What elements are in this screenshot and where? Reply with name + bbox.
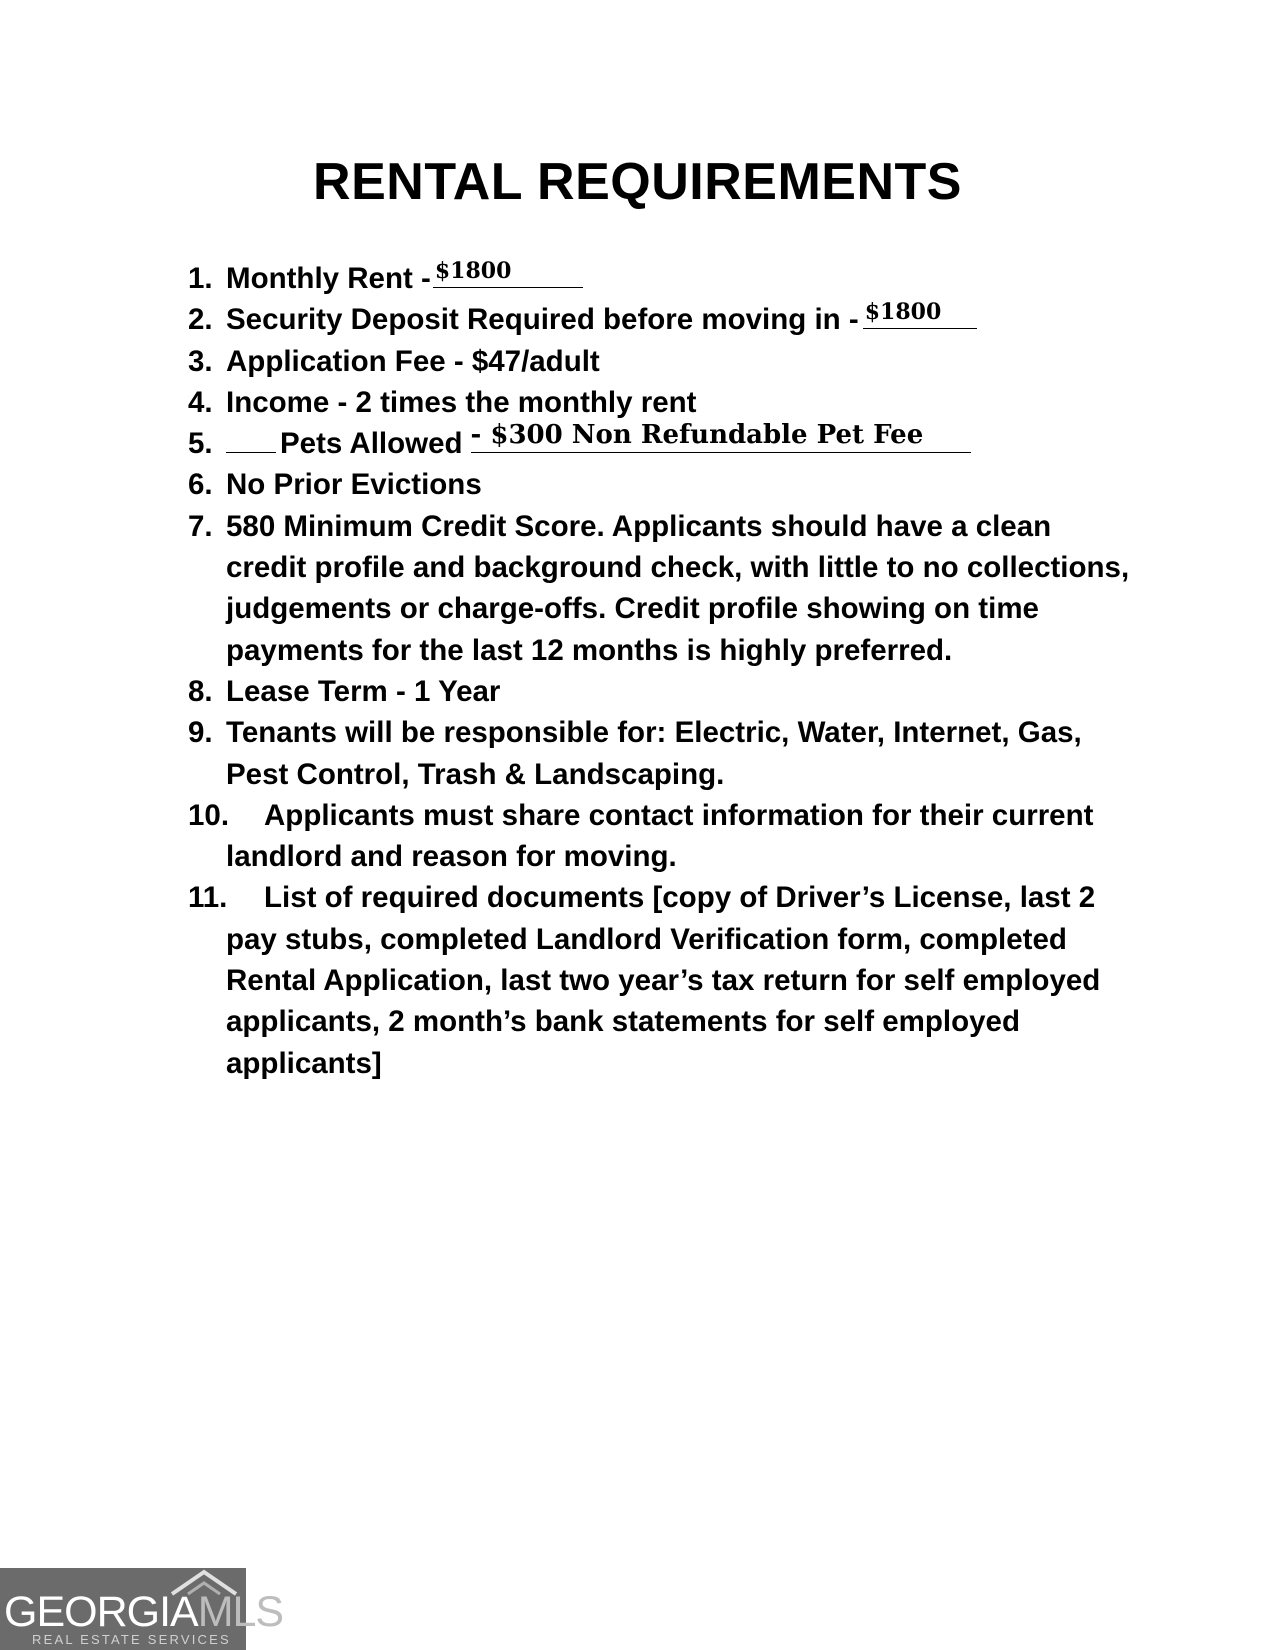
item-number: 11. [188,881,228,915]
item-text: Pets Allowed [280,427,463,461]
item-text: Lease Term - 1 Year [226,674,501,708]
list-item-utilities [188,712,1138,795]
item-number: 6. [188,468,213,502]
list-item-lease-term [188,671,1138,712]
pet-fee-fill-line [470,420,971,453]
page-title: RENTAL REQUIREMENTS [313,153,962,211]
list-item-application-fee [188,341,1138,382]
item-number: 9. [188,716,213,750]
item-text-rest: 2 pay stubs, completed Landlord Verification form, completed Rental Application, last two year’s tax return for self employed applicants, 2 month’s bank statements for self employed applicants] [226,881,1101,1080]
item-text: Security Deposit Required before moving in - [226,303,859,337]
georgia-mls-logo [0,1568,284,1650]
item-text-first-line: List of required documents [copy of Driver’s License, last [264,881,1071,915]
deposit-value: $1800 [864,299,942,326]
item-text: 580 Minimum Credit Score. Applicants should have a clean credit profile and background check, with little to no collections, judgements or charge-offs. Credit profile showing on time payments for the last 12 months is highly preferred. [226,509,1130,667]
item-number: 5. [188,427,213,461]
pets-blank-line [226,430,276,453]
item-text-first-line: Applicants must share contact information for their [264,798,984,832]
requirements-list [188,258,1138,1084]
logo-brand-b: MLS [197,1588,284,1636]
list-item-security-deposit [188,299,1138,340]
list-item-documents [188,877,1138,1083]
item-number: 7. [188,509,213,543]
item-number: 1. [188,262,213,295]
list-item-pets [188,420,1138,464]
pet-fee-value: - $300 Non Refundable Pet Fee [470,420,924,451]
item-number: 2. [188,303,213,337]
list-item-income [188,382,1138,423]
list-item-contact-info [188,795,1138,878]
logo-brand-a: GEORGIA [4,1588,198,1636]
item-number: 8. [188,674,213,708]
item-text: Application Fee - $47/adult [226,344,600,378]
item-number: 4. [188,385,213,419]
item-text: Tenants will be responsible for: Electric, Water, Internet, Gas, Pest Control, Trash & Landscaping. [226,716,1082,791]
logo-tagline: REAL ESTATE SERVICES [32,1632,231,1647]
item-text: Monthly Rent - [226,262,431,295]
list-item-monthly-rent [188,258,1138,299]
logo-wordmark [4,1590,283,1634]
item-number: 10. [188,798,230,832]
item-number: 3. [188,344,213,378]
item-text: Income - 2 times the monthly rent [226,385,697,419]
list-item-credit-score [188,506,1138,671]
rent-value: $1800 [434,258,512,284]
rent-fill-line [433,259,583,288]
deposit-fill-line [863,300,977,329]
item-text-rest: current landlord and reason for moving. [226,798,1094,874]
item-text: No Prior Evictions [226,468,482,502]
list-item-evictions [188,464,1138,505]
